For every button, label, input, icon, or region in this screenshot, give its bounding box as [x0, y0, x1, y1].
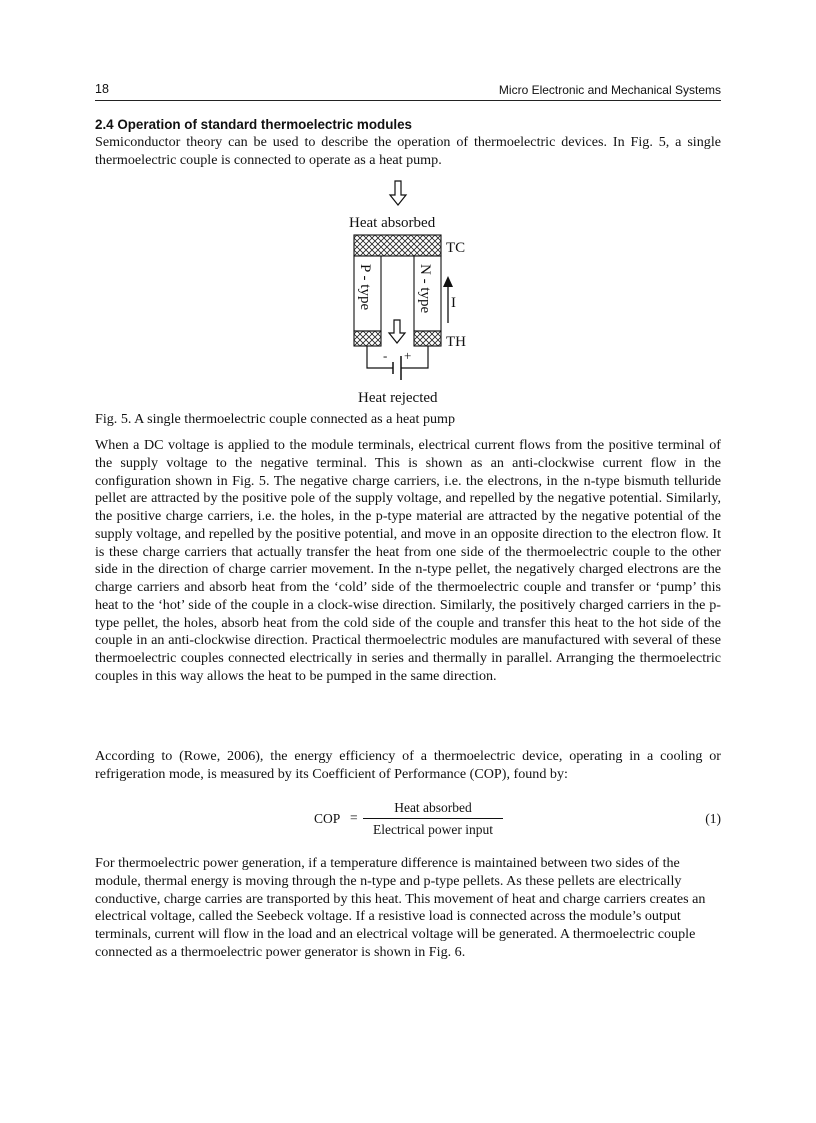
section-title: 2.4 Operation of standard thermoelectric modules [95, 117, 412, 132]
p-type-label: P - type [357, 264, 373, 311]
hot-junction-plate-right [414, 331, 441, 346]
heat-absorbed-label: Heat absorbed [349, 215, 436, 231]
equation-equals: = [350, 810, 358, 825]
heat-rejected-label: Heat rejected [358, 390, 438, 406]
cop-equation [95, 796, 721, 844]
equation-fraction-bar [363, 818, 503, 819]
body-paragraph-1: When a DC voltage is applied to the module terminals, electrical current flows from the positive terminal of the supply voltage to the negative terminal. This is shown as an anti-clockwise current flow in the configuration shown in Fig. 5. The negative charge carriers, i.e. the electrons, in the n-type bismuth telluride pellet are attracted by the positive pole of the supply voltage, and repelled by the negative potential. Similarly, the positive charge carriers, i.e. the holes, in the p-type material are attracted by the negative potential of the supply voltage, and repelled by the positive potential, and move in an opposite direction to the electron flow. It is these charge carriers that actually transfer the heat from one side of the thermoelectric couple to the other side in the direction of charge carrier movement. In the n-type pellet, the negatively charged electrons are the charge carriers and absorb heat from the ‘cold’ side of the thermoelectric couple and transfer or ‘pump’ this heat to the ‘hot’ side of the couple in a clock-wise direction. Similarly, the positively charged carriers in the p-type pellet, the holes, absorb heat from the cold side of the couple and transfer this heat to the hot side of the couple in an anti-clockwise direction. Practical thermoelectric modules are manufactured with several of these thermoelectric couples connected electrically in series and thermally in parallel. Arranging the thermoelectric couples in this way allows the heat to be pumped in the same direction. [95, 437, 721, 684]
header-rule [95, 100, 721, 101]
current-arrowhead [443, 276, 453, 287]
battery-plus-sign: + [404, 348, 412, 363]
equation-denominator: Electrical power input [373, 822, 493, 837]
page-header [95, 80, 721, 100]
heat-absorbed-arrow [390, 181, 406, 205]
equation-lhs: COP [314, 811, 341, 826]
body-paragraph-2: According to (Rowe, 2006), the energy efficiency of a thermoelectric device, operating in a cooling or refrigeration mode, is measured by its Coefficient of Performance (COP), found by: [95, 748, 721, 782]
equation-numerator: Heat absorbed [394, 800, 472, 815]
circuit-wire [367, 346, 428, 368]
body-paragraph-3: For thermoelectric power generation, if a temperature difference is maintained between two sides of the module, thermal energy is moving through the n-type and p-type pellets. As these pellets are electrically conductive, charge carries are transported by this heat. This movement of heat and charge carriers creates an electrical voltage, called the Seebeck voltage. If a resistive load is connected across the module’s output terminals, current will flow in the load and an electrical voltage will be generated. A thermoelectric couple connected as a thermoelectric power generator is shown in Fig. 6. [95, 855, 706, 960]
current-label: I [451, 295, 456, 311]
battery-minus-sign: - [383, 348, 388, 363]
hot-junction-plate-left [354, 331, 381, 346]
heat-rejected-arrow [389, 320, 405, 343]
intro-paragraph: Semiconductor theory can be used to describe the operation of thermoelectric devices. In Fig. 5, a single thermoelectric couple is connected to operate as a heat pump. [95, 134, 721, 168]
equation-number: (1) [705, 811, 721, 826]
tc-label: TC [446, 240, 466, 256]
cold-junction-plate [354, 235, 441, 256]
th-label: TH [446, 334, 466, 350]
running-title: Micro Electronic and Mechanical Systems [498, 83, 721, 97]
page-number: 18 [95, 82, 109, 96]
figure-thermoelectric-couple [330, 178, 500, 410]
figure-caption: Fig. 5. A single thermoelectric couple connected as a heat pump [95, 411, 456, 427]
n-type-label: N - type [417, 264, 433, 314]
heat-pump-diagram [330, 178, 500, 410]
